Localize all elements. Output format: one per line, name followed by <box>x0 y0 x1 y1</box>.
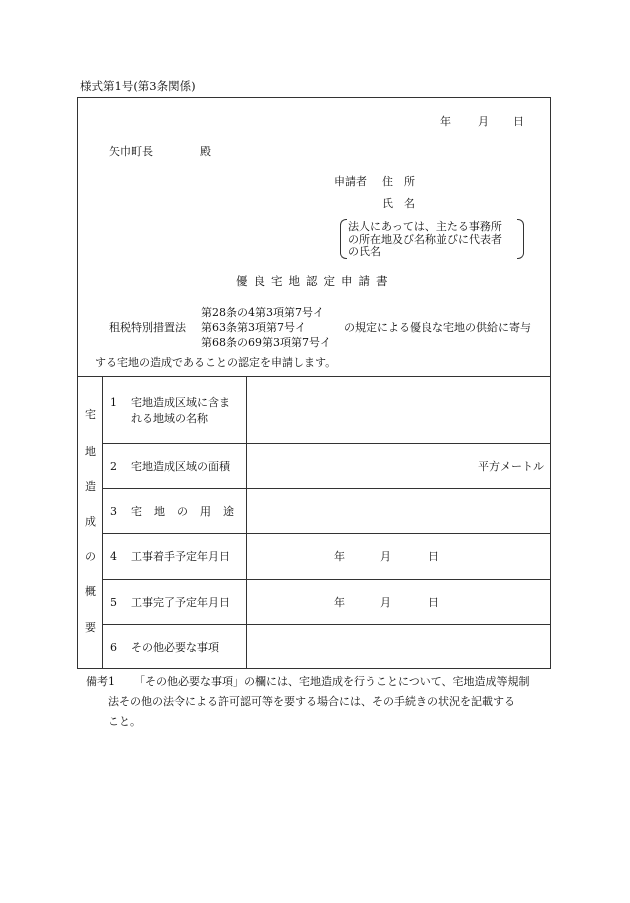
end-date-year-label: 年 <box>334 596 345 609</box>
start-date-year-label: 年 <box>334 550 345 563</box>
row-number-3: 3 <box>110 505 117 518</box>
side-label-char: 要 <box>85 621 96 634</box>
row-number-2: 2 <box>110 460 117 473</box>
bracket-left-mark <box>340 219 347 259</box>
form-number: 様式第1号(第3条関係) <box>80 79 196 93</box>
corporate-note <box>348 221 502 259</box>
row-divider <box>102 443 551 444</box>
applicant-address-label: 住 所 <box>382 175 415 188</box>
corporate-note-bracket <box>340 219 524 259</box>
remarks-line-1: 「その他必要な事項」の欄には、宅地造成を行うことについて、宅地造成等規制 <box>134 675 530 688</box>
row-label-1-line2: れる地域の名称 <box>131 412 208 425</box>
addressee-name: 矢巾町長 <box>109 145 153 158</box>
law-article-1: 第28条の4第3項第7号イ <box>201 306 324 319</box>
law-article-2: 第63条第3項第7号イ <box>201 321 306 334</box>
side-label-char: 造 <box>85 480 96 493</box>
end-date-month-label: 月 <box>380 596 391 609</box>
remarks-line-3: こと。 <box>108 715 141 728</box>
application-form-frame <box>77 97 551 669</box>
side-label-char: 成 <box>85 515 96 528</box>
row-number-6: 6 <box>110 641 117 654</box>
row-label-2: 宅地造成区域の面積 <box>131 460 230 473</box>
row-label-6: その他必要な事項 <box>131 641 219 654</box>
addressee-honorific: 殿 <box>200 145 211 158</box>
side-label-char: 概 <box>85 585 96 598</box>
side-label-divider <box>102 376 103 669</box>
side-label-char: 宅 <box>85 408 96 421</box>
law-tail-text: の規定による優良な宅地の供給に寄与 <box>344 321 531 334</box>
row-label-1-line1: 宅地造成区域に含ま <box>131 396 230 409</box>
table-top-border <box>77 376 551 377</box>
row-number-5: 5 <box>110 596 117 609</box>
law-article-3: 第68条の69第3項第7号イ <box>201 336 331 349</box>
application-statement: する宅地の造成であることの認定を申請します。 <box>95 356 337 369</box>
applicant-name-label: 氏 名 <box>382 197 415 210</box>
row-label-3: 宅地の用途 <box>131 505 246 518</box>
row-number-1: 1 <box>110 396 117 409</box>
end-date-day-label: 日 <box>428 596 439 609</box>
date-month-label: 月 <box>478 115 489 128</box>
start-date-day-label: 日 <box>428 550 439 563</box>
remarks-line-2: 法その他の法令による許可認可等を要する場合には、その手続きの状況を記載する <box>108 695 515 708</box>
label-value-divider <box>246 376 247 669</box>
side-label-char: 地 <box>85 445 96 458</box>
document-title: 優良宅地認定申請書 <box>236 274 394 288</box>
side-label-char: の <box>85 550 96 563</box>
start-date-month-label: 月 <box>380 550 391 563</box>
row-label-5: 工事完了予定年月日 <box>131 596 230 609</box>
date-year-label: 年 <box>440 115 451 128</box>
row-number-4: 4 <box>110 550 117 563</box>
corporate-note-line: の氏名 <box>348 245 381 258</box>
bracket-right-mark <box>517 219 524 259</box>
applicant-label: 申請者 <box>334 175 367 188</box>
corporate-note-line: の所在地及び名称並びに代表者 <box>348 232 502 246</box>
remarks-label: 備考1 <box>86 675 115 688</box>
row-divider <box>102 579 551 580</box>
row-divider <box>102 533 551 534</box>
law-name: 租税特別措置法 <box>109 321 186 334</box>
row-label-4: 工事着手予定年月日 <box>131 550 230 563</box>
row-divider <box>102 624 551 625</box>
date-day-label: 日 <box>513 115 524 128</box>
area-unit-label: 平方メートル <box>478 460 544 473</box>
row-divider <box>102 488 551 489</box>
corporate-note-line: 法人にあっては、主たる事務所 <box>348 220 502 233</box>
